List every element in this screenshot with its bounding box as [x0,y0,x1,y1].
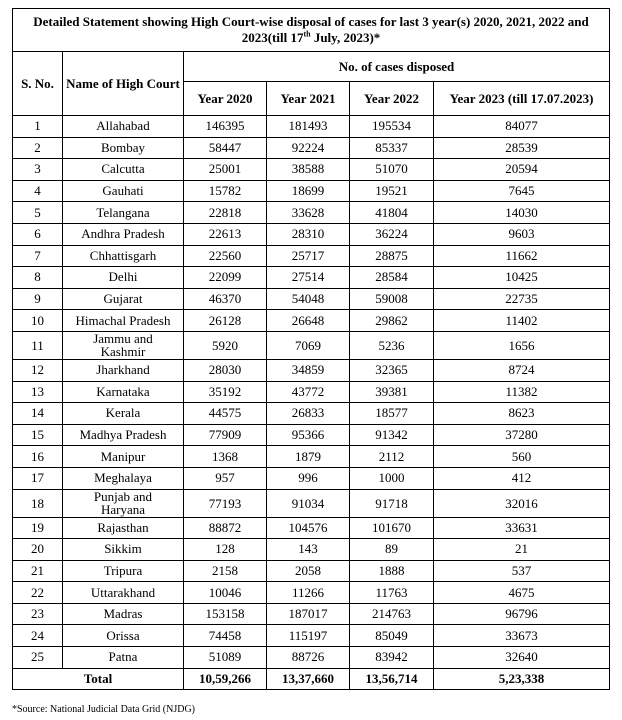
cell-sno: 7 [13,245,63,267]
cell-court-name: Kerala [63,403,184,425]
cell-court-name: Telangana [63,202,184,224]
table-row [13,403,610,425]
cell-year-2020: 957 [184,467,267,489]
cell-year-2022: 1000 [350,467,434,489]
disposal-table [12,8,610,690]
table-row [13,625,610,647]
cell-year-2022: 2112 [350,446,434,468]
cell-year-2020: 25001 [184,159,267,181]
cell-court-name: Jammu and Kashmir [63,331,184,359]
cell-year-2020: 22818 [184,202,267,224]
table-row [13,267,610,289]
cell-year-2020: 146395 [184,116,267,138]
cell-sno: 8 [13,267,63,289]
table-row [13,180,610,202]
total-2021: 13,37,660 [267,668,350,689]
table-title: Detailed Statement showing High Court-wise disposal of cases for last 3 year(s) 2020, 2021, 2022 and 2023(till 17th July, 2023)* [13,9,610,52]
cell-sno: 11 [13,331,63,359]
cell-year-2021: 27514 [267,267,350,289]
cell-year-2022: 28875 [350,245,434,267]
cell-year-2023: 412 [434,467,610,489]
cell-year-2022: 51070 [350,159,434,181]
table-row [13,359,610,381]
cell-sno: 2 [13,137,63,159]
cell-year-2020: 58447 [184,137,267,159]
cell-year-2021: 88726 [267,647,350,669]
cell-year-2020: 1368 [184,446,267,468]
cell-year-2023: 33673 [434,625,610,647]
total-2020: 10,59,266 [184,668,267,689]
cell-court-name: Manipur [63,446,184,468]
table-row [13,137,610,159]
cell-year-2023: 8623 [434,403,610,425]
table-row [13,116,610,138]
total-row [13,668,610,689]
table-row [13,223,610,245]
header-year-2022: Year 2022 [350,82,434,116]
cell-year-2020: 26128 [184,310,267,332]
table-row [13,517,610,539]
cell-year-2022: 59008 [350,288,434,310]
cell-sno: 5 [13,202,63,224]
cell-year-2023: 4675 [434,582,610,604]
cell-year-2020: 128 [184,539,267,561]
cell-year-2022: 101670 [350,517,434,539]
cell-sno: 21 [13,560,63,582]
table-row [13,647,610,669]
cell-year-2021: 34859 [267,359,350,381]
cell-year-2022: 28584 [350,267,434,289]
cell-year-2023: 84077 [434,116,610,138]
total-2023: 5,23,338 [434,668,610,689]
cell-year-2021: 996 [267,467,350,489]
cell-sno: 17 [13,467,63,489]
cell-year-2021: 26833 [267,403,350,425]
cell-sno: 12 [13,359,63,381]
cell-sno: 19 [13,517,63,539]
cell-year-2022: 19521 [350,180,434,202]
table-row [13,603,610,625]
cell-year-2020: 51089 [184,647,267,669]
cell-year-2020: 28030 [184,359,267,381]
cell-sno: 23 [13,603,63,625]
cell-year-2020: 22099 [184,267,267,289]
cell-court-name: Calcutta [63,159,184,181]
cell-sno: 9 [13,288,63,310]
table-body [13,116,610,669]
cell-sno: 16 [13,446,63,468]
table-row [13,331,610,359]
cell-sno: 3 [13,159,63,181]
cell-year-2022: 11763 [350,582,434,604]
cell-year-2023: 1656 [434,331,610,359]
cell-court-name: Andhra Pradesh [63,223,184,245]
table-row [13,560,610,582]
cell-court-name: Allahabad [63,116,184,138]
cell-court-name: Himachal Pradesh [63,310,184,332]
header-cases-disposed: No. of cases disposed [184,52,610,82]
cell-year-2022: 91718 [350,489,434,517]
cell-year-2021: 187017 [267,603,350,625]
cell-year-2022: 91342 [350,424,434,446]
cell-year-2023: 28539 [434,137,610,159]
cell-year-2021: 2058 [267,560,350,582]
cell-court-name: Gauhati [63,180,184,202]
cell-year-2023: 21 [434,539,610,561]
cell-year-2020: 77193 [184,489,267,517]
cell-year-2020: 77909 [184,424,267,446]
cell-year-2020: 22613 [184,223,267,245]
cell-year-2021: 92224 [267,137,350,159]
cell-year-2021: 33628 [267,202,350,224]
cell-year-2023: 14030 [434,202,610,224]
cell-court-name: Orissa [63,625,184,647]
cell-year-2021: 115197 [267,625,350,647]
cell-year-2022: 5236 [350,331,434,359]
cell-year-2022: 32365 [350,359,434,381]
cell-year-2022: 89 [350,539,434,561]
statement-document [12,8,609,690]
cell-year-2021: 18699 [267,180,350,202]
total-label: Total [13,668,184,689]
cell-year-2020: 5920 [184,331,267,359]
cell-year-2020: 10046 [184,582,267,604]
cell-court-name: Delhi [63,267,184,289]
source-note: *Source: National Judicial Data Grid (NJDG) [12,704,196,715]
cell-year-2023: 32640 [434,647,610,669]
cell-year-2023: 560 [434,446,610,468]
cell-year-2023: 7645 [434,180,610,202]
cell-sno: 18 [13,489,63,517]
cell-year-2020: 153158 [184,603,267,625]
header-year-2023: Year 2023 (till 17.07.2023) [434,82,610,116]
table-row [13,489,610,517]
cell-court-name: Meghalaya [63,467,184,489]
cell-sno: 25 [13,647,63,669]
cell-year-2023: 11662 [434,245,610,267]
cell-sno: 22 [13,582,63,604]
cell-year-2023: 11382 [434,381,610,403]
cell-sno: 4 [13,180,63,202]
total-2022: 13,56,714 [350,668,434,689]
cell-year-2021: 43772 [267,381,350,403]
cell-year-2020: 44575 [184,403,267,425]
cell-year-2021: 28310 [267,223,350,245]
cell-year-2023: 20594 [434,159,610,181]
cell-year-2021: 38588 [267,159,350,181]
cell-sno: 15 [13,424,63,446]
cell-year-2020: 74458 [184,625,267,647]
cell-court-name: Tripura [63,560,184,582]
cell-court-name: Bombay [63,137,184,159]
cell-sno: 10 [13,310,63,332]
cell-sno: 20 [13,539,63,561]
cell-year-2023: 9603 [434,223,610,245]
cell-sno: 24 [13,625,63,647]
table-row [13,446,610,468]
table-row [13,467,610,489]
cell-year-2021: 26648 [267,310,350,332]
table-row [13,381,610,403]
cell-year-2023: 22735 [434,288,610,310]
cell-year-2020: 15782 [184,180,267,202]
cell-year-2022: 195534 [350,116,434,138]
cell-year-2020: 46370 [184,288,267,310]
table-row [13,159,610,181]
cell-year-2022: 36224 [350,223,434,245]
cell-court-name: Gujarat [63,288,184,310]
cell-year-2022: 39381 [350,381,434,403]
header-court: Name of High Court [63,52,184,116]
table-row [13,245,610,267]
cell-sno: 14 [13,403,63,425]
cell-court-name: Madras [63,603,184,625]
cell-court-name: Rajasthan [63,517,184,539]
cell-court-name: Patna [63,647,184,669]
cell-year-2022: 18577 [350,403,434,425]
cell-year-2023: 96796 [434,603,610,625]
cell-year-2022: 214763 [350,603,434,625]
cell-year-2022: 29862 [350,310,434,332]
cell-year-2021: 1879 [267,446,350,468]
cell-court-name: Sikkim [63,539,184,561]
table-row [13,202,610,224]
cell-year-2022: 41804 [350,202,434,224]
cell-court-name: Uttarakhand [63,582,184,604]
cell-year-2023: 32016 [434,489,610,517]
cell-year-2022: 1888 [350,560,434,582]
cell-year-2022: 83942 [350,647,434,669]
cell-year-2021: 7069 [267,331,350,359]
cell-year-2021: 95366 [267,424,350,446]
cell-year-2023: 537 [434,560,610,582]
table-row [13,582,610,604]
header-year-2021: Year 2021 [267,82,350,116]
cell-year-2020: 88872 [184,517,267,539]
cell-year-2021: 54048 [267,288,350,310]
cell-year-2021: 104576 [267,517,350,539]
cell-year-2023: 10425 [434,267,610,289]
cell-year-2023: 11402 [434,310,610,332]
cell-year-2021: 25717 [267,245,350,267]
cell-year-2021: 91034 [267,489,350,517]
cell-year-2021: 181493 [267,116,350,138]
cell-year-2021: 143 [267,539,350,561]
header-year-2020: Year 2020 [184,82,267,116]
cell-court-name: Jharkhand [63,359,184,381]
table-row [13,424,610,446]
cell-court-name: Madhya Pradesh [63,424,184,446]
cell-year-2023: 33631 [434,517,610,539]
cell-year-2022: 85337 [350,137,434,159]
cell-year-2023: 37280 [434,424,610,446]
cell-year-2023: 8724 [434,359,610,381]
cell-court-name: Punjab and Haryana [63,489,184,517]
cell-sno: 1 [13,116,63,138]
cell-year-2022: 85049 [350,625,434,647]
cell-sno: 13 [13,381,63,403]
cell-year-2020: 22560 [184,245,267,267]
cell-year-2021: 11266 [267,582,350,604]
header-sno: S. No. [13,52,63,116]
cell-year-2020: 35192 [184,381,267,403]
cell-court-name: Karnataka [63,381,184,403]
cell-year-2020: 2158 [184,560,267,582]
table-row [13,288,610,310]
cell-court-name: Chhattisgarh [63,245,184,267]
table-row [13,539,610,561]
cell-sno: 6 [13,223,63,245]
table-row [13,310,610,332]
